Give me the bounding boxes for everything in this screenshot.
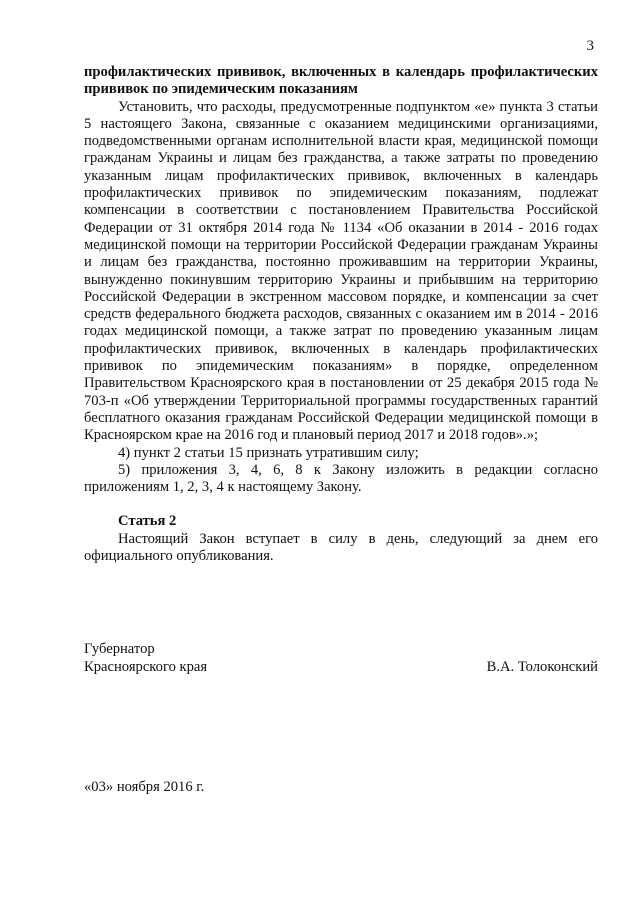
- paragraph-compensation: Установить, что расходы, предусмотренные подпунктом «е» пункта 3 статьи 5 настоящего Закона, связанные с оказанием медицинскими организациями, подведомственными органам исполнительной власти края, медицинской помощи гражданам Украины и лицам без гражданства, а также затраты по проведению указанным лицам профилактических прививок, включенных в календарь профилактических прививок по эпидемическим показаниям, подлежат компенсации в соответствии с постановлением Правительства Российской Федерации от 31 октября 2014 года № 1134 «Об оказании в 2014 - 2016 годах медицинской помощи на территории Российской Федерации гражданам Украины и лицам без гражданства, постоянно проживавшим на территории Украины, вынужденно покинувшим территорию Украины и прибывшим на территорию Российской Федерации в экстренном массовом порядке, и компенсации за счет средств федерального бюджета расходов, связанных с оказанием им в 2014 - 2016 годах медицинской помощи, а также затрат по проведению указанным лицам профилактических прививок, включенных в календарь профилактических прививок по эпидемическим показаниям» в порядке, определенном Правительством Красноярского края в постановлении от 25 декабря 2015 года № 703-п «Об утверждении Территориальной программы государственных гарантий бесплатного оказания гражданам Российской Федерации медицинской помощи в Красноярском крае на 2016 год и плановый период 2017 и 2018 годов».»;: [84, 98, 598, 444]
- paragraph-item-4: 4) пункт 2 статьи 15 признать утратившим силу;: [118, 444, 419, 461]
- paragraph-item-5: 5) приложения 3, 4, 6, 8 к Закону изложить в редакции согласно приложениям 1, 2, 3, 4 к настоящему Закону.: [84, 461, 598, 496]
- article-2-title: Статья 2: [118, 513, 177, 530]
- signature-block: [84, 640, 598, 676]
- signature-position-line2: Красноярского края: [84, 659, 208, 675]
- signature-position-line1: Губернатор: [84, 641, 155, 657]
- page-number: 3: [586, 38, 594, 54]
- document-date: «03» ноября 2016 г.: [84, 779, 205, 795]
- continued-heading: профилактических прививок, включенных в календарь профилактических прививок по эпидемическим показаниям: [84, 64, 598, 98]
- signature-name: В.А. Толоконский: [486, 659, 598, 675]
- document-body: [84, 64, 598, 565]
- article-2-text: Настоящий Закон вступает в силу в день, следующий за днем его официального опубликования.: [84, 530, 598, 565]
